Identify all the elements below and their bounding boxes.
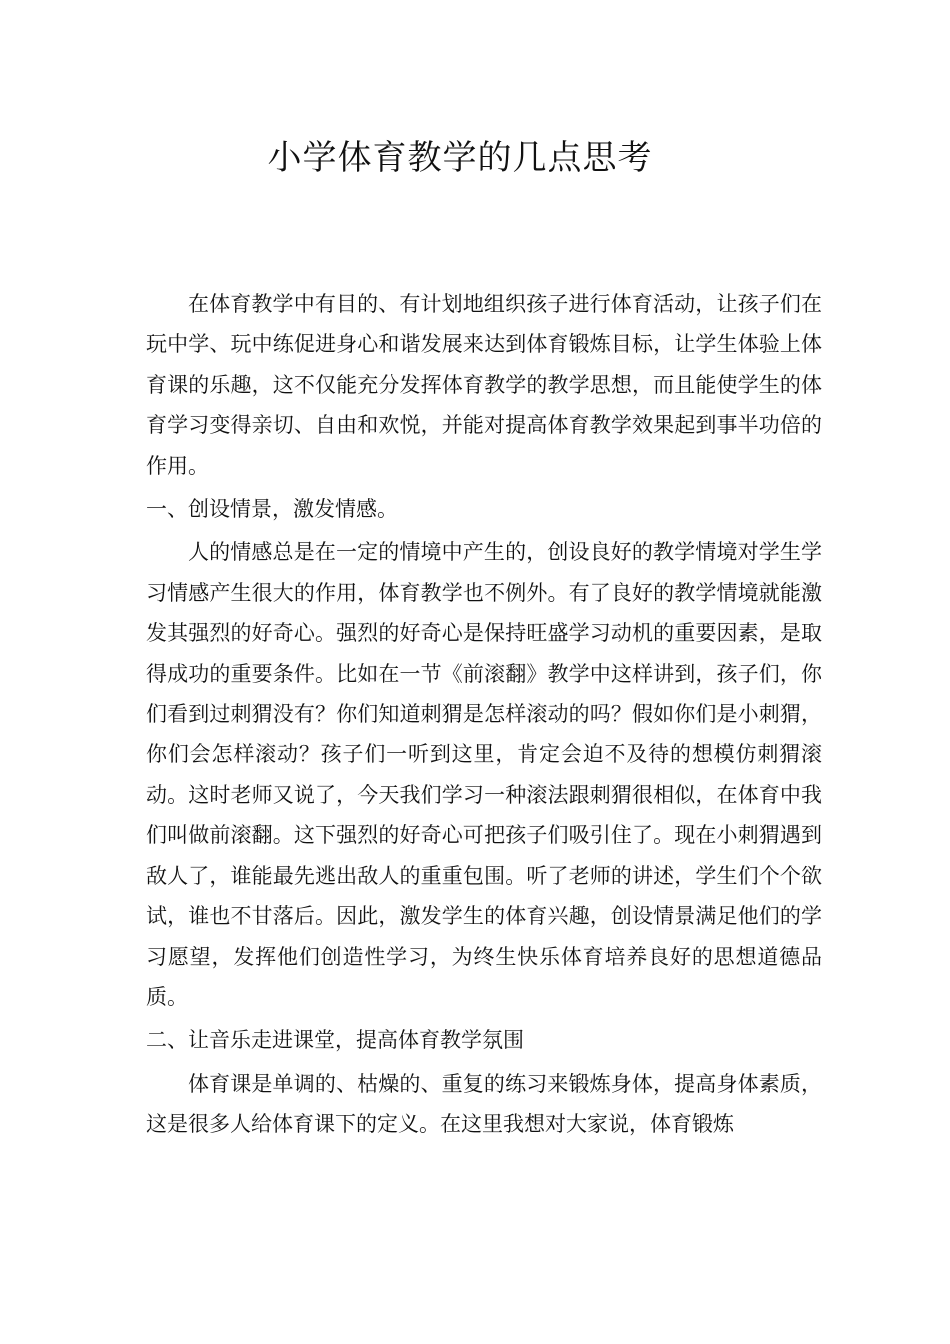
section-heading-1: 一、创设情景，激发情感。 xyxy=(146,497,398,522)
section-1-paragraph: 人的情感总是在一定的情境中产生的，创设良好的教学情境对学生学习情感产生很大的作用，体育教学也不例外。有了良好的教学情境就能激发其强烈的好奇心。强烈的好奇心是保持旺盛学习动机的重要因素，是取得成功的重要条件。比如在一节《前滚翻》教学中这样讲到，孩子们，你们看到过刺猬没有？你们知道刺猬是怎样滚动的吗？假如你们是小刺猬，你们会怎样滚动？孩子们一听到这里，肯定会迫不及待的想模仿刺猬滚动。这时老师又说了，今天我们学习一种滚法跟刺猬很相似，在体育中我们叫做前滚翻。这下强烈的好奇心可把孩子们吸引住了。现在小刺猬遇到敌人了，谁能最先逃出敌人的重重包围。听了老师的讲述，学生们个个欲试，谁也不甘落后。因此，激发学生的体育兴趣，创设情景满足他们的学习愿望，发挥他们创造性学习，为终生快乐体育培养良好的思想道德品质。 xyxy=(146,540,822,1009)
document-title: 小学体育教学的几点思考 xyxy=(267,138,653,178)
document-body xyxy=(146,284,822,1145)
intro-paragraph: 在体育教学中有目的、有计划地组织孩子进行体育活动，让孩子们在玩中学、玩中练促进身心和谐发展来达到体育锻炼目标，让学生体验上体育课的乐趣，这不仅能充分发挥体育教学的教学思想，而且能使学生的体育学习变得亲切、自由和欢悦，并能对提高体育教学效果起到事半功倍的作用。 xyxy=(146,292,822,478)
section-heading-2: 二、让音乐走进课堂，提高体育教学氛围 xyxy=(146,1028,524,1053)
section-2-paragraph: 体育课是单调的、枯燥的、重复的练习来锻炼身体，提高身体素质，这是很多人给体育课下的定义。在这里我想对大家说，体育锻炼 xyxy=(146,1071,822,1137)
